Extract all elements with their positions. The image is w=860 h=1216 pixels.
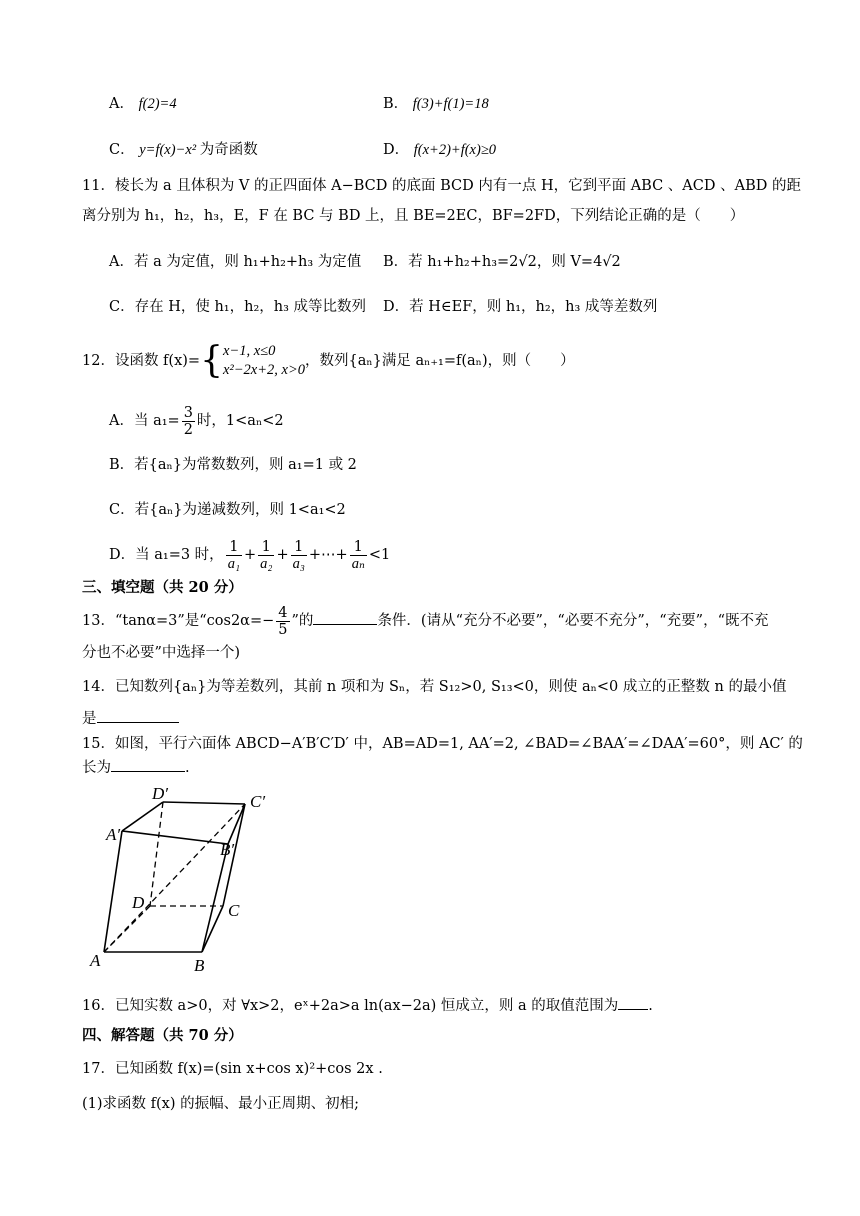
q12-case2: x²−2x+2, x>0 bbox=[222, 362, 305, 378]
q11-option-c: C．存在 H，使 h₁，h₂，h₃ 成等比数列 bbox=[109, 299, 367, 315]
q11-stem-line2: 离分别为 h₁，h₂，h₃，E，F 在 BC 与 BD 上，且 BE=2EC，BF=2FD，下列结论正确的是（ ） bbox=[82, 208, 745, 224]
label-c-prime: C′ bbox=[250, 792, 266, 811]
q12-option-a bbox=[109, 403, 284, 439]
q15-line1: 15．如图，平行六面体 ABCD−A′B′C′D′ 中，AB=AD=1, AA′=2, ∠BAD=∠BAA′=∠DAA′=60°，则 AC′ 的 bbox=[82, 736, 803, 752]
hidden-edges bbox=[104, 802, 245, 952]
q12-piecewise-cases bbox=[223, 342, 305, 380]
q12-option-d-prefix: D．当 a₁=3 时， bbox=[109, 547, 224, 563]
q12-option-a-suffix: 时，1<aₙ<2 bbox=[196, 413, 284, 429]
fraction-1-an bbox=[350, 539, 367, 572]
q12-option-d-suffix: <1 bbox=[368, 547, 391, 563]
q17-stem: 17．已知函数 f(x)=(sin x+cos x)²+cos 2x . bbox=[82, 1061, 383, 1077]
fraction-denominator: 2 bbox=[183, 421, 193, 438]
q10-option-a-math: f(2)=4 bbox=[138, 96, 177, 112]
label-d-prime: D′ bbox=[152, 784, 168, 803]
q14-line2 bbox=[82, 708, 179, 729]
q10-option-b-math: f(3)+f(1)=18 bbox=[412, 96, 489, 112]
fraction-denominator: a₁ bbox=[227, 555, 240, 572]
label-a-prime: A′ bbox=[106, 825, 121, 844]
q14-answer-blank[interactable] bbox=[97, 708, 179, 723]
section-heading-solutions: 四、解答题（共 70 分） bbox=[82, 1027, 243, 1044]
q11-option-b: B．若 h₁+h₂+h₃=2√2，则 V=4√2 bbox=[383, 254, 621, 270]
fraction-numerator: 4 bbox=[278, 604, 288, 621]
q12-case1: x−1, x≤0 bbox=[222, 343, 276, 359]
fraction-numerator: 1 bbox=[350, 539, 367, 556]
q16-line bbox=[82, 995, 653, 1016]
q10-option-c-label: C． bbox=[109, 142, 135, 158]
fraction-1-a3 bbox=[291, 539, 307, 572]
q12-option-b: B．若{aₙ}为常数数列，则 a₁=1 或 2 bbox=[109, 457, 357, 473]
q11-option-a: A．若 a 为定值，则 h₁+h₂+h₃ 为定值 bbox=[109, 254, 362, 270]
q10-option-c-math: y=f(x)−x² bbox=[139, 142, 200, 158]
q12-stem-suffix: ，数列{aₙ}满足 aₙ₊₁=f(aₙ)，则（ ） bbox=[305, 353, 575, 369]
q10-option-a-label: A． bbox=[109, 96, 134, 112]
label-c: C bbox=[228, 901, 240, 920]
q13-suffix: ”的 bbox=[291, 613, 314, 629]
q13-line1 bbox=[82, 603, 768, 639]
label-b-prime: B′ bbox=[220, 840, 235, 859]
q13-prefix: 13．“tanα=3”是“cos2α=− bbox=[82, 613, 275, 629]
q15-line2 bbox=[82, 757, 190, 778]
q13-answer-blank[interactable] bbox=[313, 610, 377, 625]
q15-line2-text: 长为 bbox=[82, 760, 111, 776]
fraction-denominator: 5 bbox=[278, 621, 288, 638]
fraction-numerator: 1 bbox=[258, 539, 274, 556]
q13-line2: 分也不必要”中选择一个) bbox=[82, 645, 241, 661]
q16-end: . bbox=[648, 998, 653, 1014]
label-b: B bbox=[194, 956, 205, 975]
q15-line2-end: . bbox=[185, 760, 190, 776]
q10-option-b-label: B． bbox=[383, 96, 409, 112]
q12-option-a-prefix: A．当 a₁= bbox=[109, 413, 180, 429]
fraction-numerator: 1 bbox=[291, 539, 307, 556]
fraction-3-2 bbox=[182, 405, 195, 438]
q14-line2-text: 是 bbox=[82, 711, 97, 727]
fraction-1-a2 bbox=[258, 539, 274, 572]
q16-text: 16．已知实数 a>0，对 ∀x>2，eˣ+2a>a ln(ax−2a) 恒成立，则 a 的取值范围为 bbox=[82, 998, 619, 1014]
fraction-4-5 bbox=[276, 605, 289, 638]
q10-option-c bbox=[109, 140, 258, 160]
q12-stem-prefix: 12．设函数 f(x)= bbox=[82, 353, 201, 369]
q10-option-c-text: 为奇函数 bbox=[199, 142, 258, 158]
q12-option-c: C．若{aₙ}为递减数列，则 1<a₁<2 bbox=[109, 502, 346, 518]
fraction-1-a1 bbox=[226, 539, 242, 572]
q12-stem bbox=[82, 340, 575, 382]
label-d: D bbox=[132, 893, 145, 912]
q10-option-a bbox=[109, 94, 177, 114]
q15-answer-blank[interactable] bbox=[111, 757, 185, 772]
q16-answer-blank[interactable] bbox=[618, 995, 648, 1010]
q12-option-d: D．当 a₁=3 时， $\frac{1}{\text{a₁}}$ + $\frac{1}{\text{a₂}}$ + $\frac{1}{\text{a₃}}$ +⋯+ $\frac{1}{\text{aₙ}}$ <1 bbox=[109, 538, 391, 572]
q10-option-d-label: D． bbox=[383, 142, 410, 158]
q10-option-d-math: f(x+2)+f(x)≥0 bbox=[413, 142, 497, 158]
q11-stem-line1: 11．棱长为 a 且体积为 V 的正四面体 A−BCD 的底面 BCD 内有一点 H，它到平面 ABC 、ACD 、ABD 的距 bbox=[82, 178, 801, 194]
q10-option-d bbox=[383, 140, 496, 160]
piecewise-brace: { bbox=[200, 340, 223, 381]
q10-option-b bbox=[383, 94, 489, 114]
q11-option-d: D．若 H∈EF，则 h₁，h₂，h₃ 成等差数列 bbox=[383, 299, 658, 315]
q17-part1: (1)求函数 f(x) 的振幅、最小正周期、初相; bbox=[82, 1096, 359, 1112]
label-a: A bbox=[90, 951, 101, 970]
parallelepiped-figure bbox=[80, 782, 300, 978]
fraction-numerator: 3 bbox=[183, 404, 193, 421]
fraction-numerator: 1 bbox=[226, 539, 242, 556]
q14-line1: 14．已知数列{aₙ}为等差数列，其前 n 项和为 Sₙ，若 S₁₂>0, S₁₃<0，则使 aₙ<0 成立的正整数 n 的最小值 bbox=[82, 679, 787, 695]
fraction-denominator: a₂ bbox=[260, 555, 273, 572]
q13-after: 条件．(请从“充分不必要”，“必要不充分”，“充要”，“既不充 bbox=[377, 613, 769, 629]
fraction-denominator: a₃ bbox=[292, 555, 305, 572]
fraction-denominator: aₙ bbox=[351, 555, 365, 572]
section-heading-fill-in: 三、填空题（共 20 分） bbox=[82, 579, 243, 596]
